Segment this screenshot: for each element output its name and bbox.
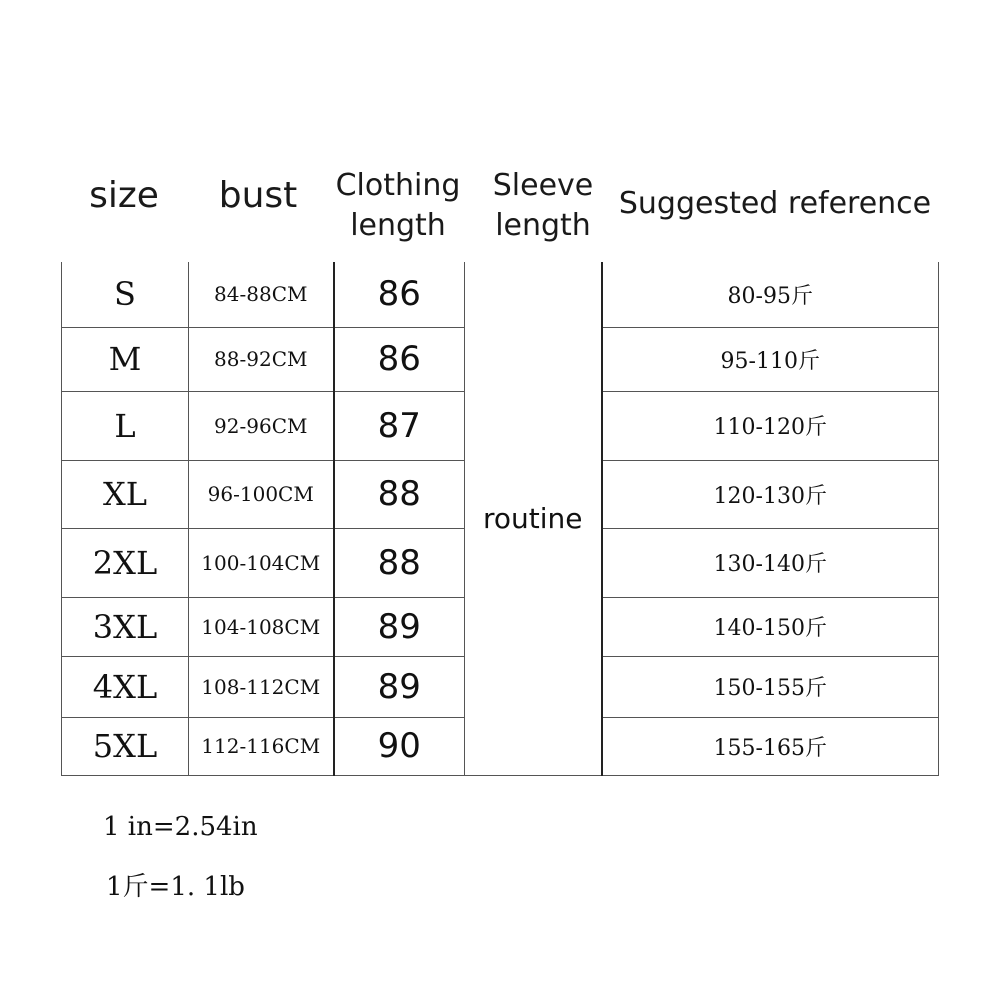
suggested-reference-cell: 95-110斤 (602, 327, 939, 391)
clothing-length-cell: 87 (334, 391, 465, 460)
suggested-reference-cell: 155-165斤 (602, 717, 939, 775)
bust-cell: 100-104CM (189, 528, 334, 597)
suggested-reference-cell: 140-150斤 (602, 597, 939, 656)
size-cell: 3XL (62, 597, 189, 656)
clothing-length-cell: 89 (334, 597, 465, 656)
bust-cell: 108-112CM (189, 656, 334, 717)
header-sleeve-length (480, 166, 606, 246)
clothing-length-cell: 86 (334, 262, 465, 327)
clothing-length-cell: 88 (334, 460, 465, 528)
bust-cell: 84-88CM (189, 262, 334, 327)
size-cell: 5XL (62, 717, 189, 775)
clothing-length-cell: 89 (334, 656, 465, 717)
suggested-reference-cell: 80-95斤 (602, 262, 939, 327)
bust-cell: 104-108CM (189, 597, 334, 656)
clothing-length-cell: 90 (334, 717, 465, 775)
size-cell: M (62, 327, 189, 391)
suggested-reference-cell: 120-130斤 (602, 460, 939, 528)
table-row (62, 262, 939, 327)
weight-conversion-note: 1斤=1. 1lb (106, 872, 245, 902)
size-cell: L (62, 391, 189, 460)
sleeve-length-cell: routine (465, 262, 602, 775)
header-size: size (89, 175, 159, 216)
size-cell: XL (62, 460, 189, 528)
header-sleeve-length-line1: Sleeve (492, 168, 594, 203)
suggested-reference-cell: 150-155斤 (602, 656, 939, 717)
header-bust: bust (218, 175, 298, 216)
clothing-length-cell: 88 (334, 528, 465, 597)
suggested-reference-cell: 110-120斤 (602, 391, 939, 460)
header-clothing-length-line1: Clothing (335, 168, 461, 203)
bust-cell: 92-96CM (189, 391, 334, 460)
header-clothing-length-line2: length (350, 208, 446, 243)
bust-cell: 112-116CM (189, 717, 334, 775)
bust-cell: 96-100CM (189, 460, 334, 528)
header-suggested-reference: Suggested reference (618, 186, 932, 221)
bust-cell: 88-92CM (189, 327, 334, 391)
size-cell: S (62, 262, 189, 327)
size-cell: 4XL (62, 656, 189, 717)
size-cell: 2XL (62, 528, 189, 597)
suggested-reference-cell: 130-140斤 (602, 528, 939, 597)
size-chart-table (61, 262, 939, 776)
header-clothing-length (330, 166, 466, 246)
inch-conversion-note: 1 in=2.54in (103, 812, 258, 842)
clothing-length-cell: 86 (334, 327, 465, 391)
header-sleeve-length-line2: length (495, 208, 591, 243)
